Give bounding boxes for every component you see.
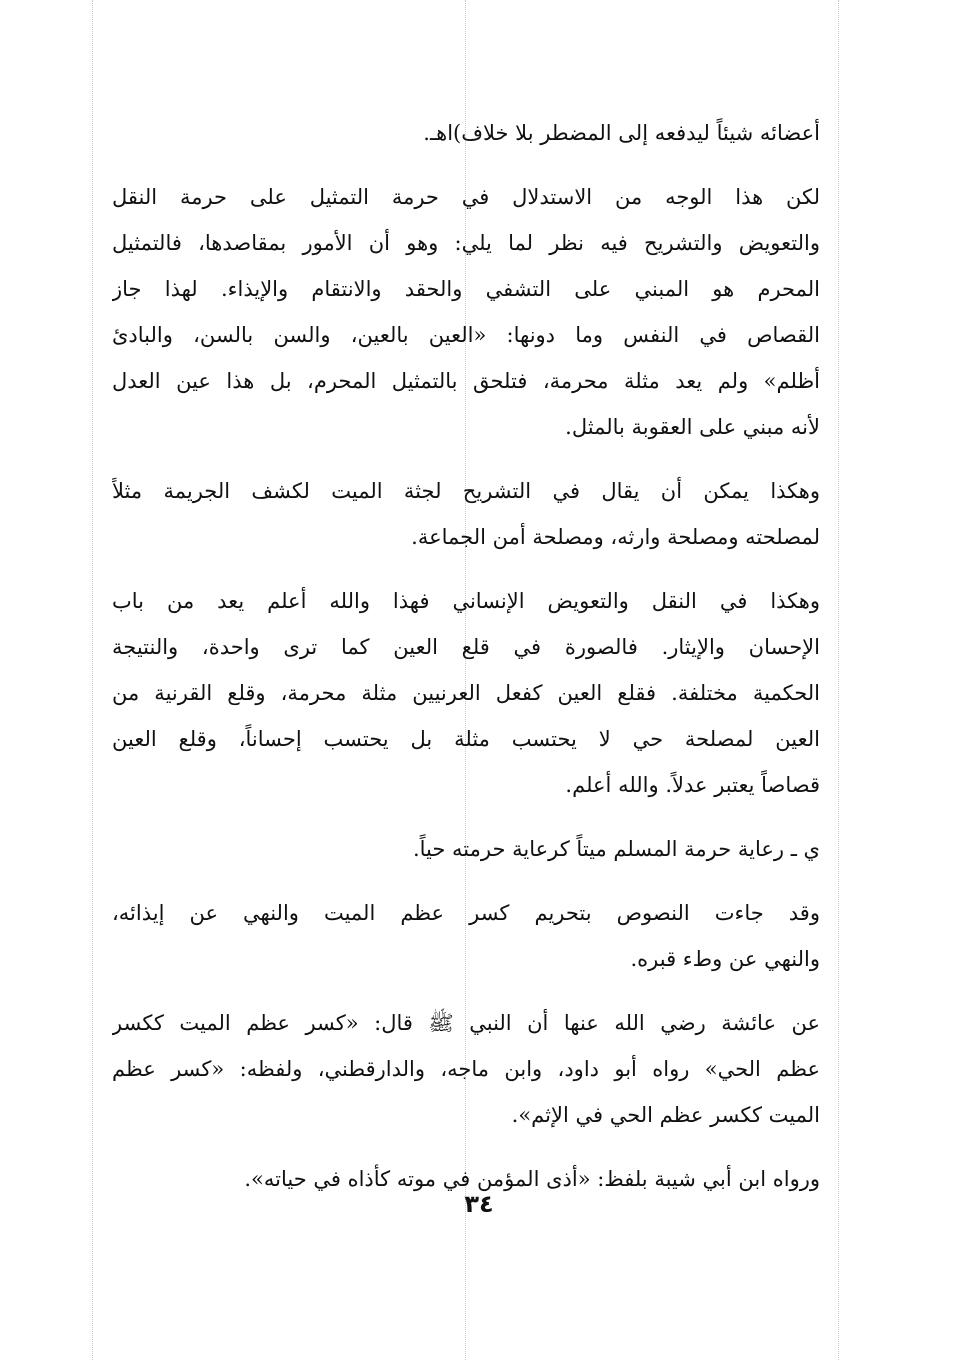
paragraph-gap xyxy=(112,808,820,826)
text-line: أظلم» ولم يعد مثلة محرمة، فتلحق بالتمثيل المحرم، بل هذا عين العدل xyxy=(112,369,820,393)
text-line: أعضائه شيئاً ليدفعه إلى المضطر بلا خلاف)اهـ. xyxy=(423,121,820,145)
text-line: القصاص في النفس وما دونها: «العين بالعين، والسن بالسن، والبادئ xyxy=(112,323,820,347)
paragraph-gap xyxy=(112,560,820,578)
paragraph-nusus xyxy=(112,890,820,982)
text-line: قصاصاً يعتبر عدلاً. والله أعلم. xyxy=(565,773,820,797)
body-text xyxy=(112,110,820,1202)
scan-guide-line xyxy=(92,0,93,1360)
text-line: عن عائشة رضي الله عنها أن النبي ﷺ قال: «كسر عظم الميت ككسر xyxy=(112,1011,820,1035)
text-line: عظم الحي» رواه أبو داود، وابن ماجه، والدارقطني، ولفظه: «كسر عظم xyxy=(112,1057,820,1081)
paragraph-quote-end xyxy=(112,110,820,156)
text-line: ورواه ابن أبي شيبة بلفظ: «أذى المؤمن في موته كأذاه في حياته». xyxy=(244,1167,820,1191)
text-line: لكن هذا الوجه من الاستدلال في حرمة التمثيل على حرمة النقل xyxy=(112,185,820,209)
text-line: وهكذا يمكن أن يقال في التشريح لجثة الميت لكشف الجريمة مثلاً xyxy=(112,479,820,503)
text-line: ي ـ رعاية حرمة المسلم ميتاً كرعاية حرمته حياً. xyxy=(412,837,820,861)
text-line: المحرم هو المبني على التشفي والحقد والانتقام والإيذاء. لهذا جاز xyxy=(112,277,820,301)
paragraph-hadith-aisha xyxy=(112,1000,820,1138)
text-line: والنهي عن وطء قبره. xyxy=(630,947,820,971)
text-line: العين لمصلحة حي لا يحتسب مثلة بل يحتسب إحساناً، وقلع العين xyxy=(112,727,820,751)
paragraph-gap xyxy=(112,1138,820,1156)
scan-guide-line xyxy=(838,0,839,1360)
paragraph-gap xyxy=(112,450,820,468)
text-line: وقد جاءت النصوص بتحريم كسر عظم الميت والنهي عن إيذائه، xyxy=(112,901,820,925)
text-line: والتعويض والتشريح فيه نظر لما يلي: وهو أن الأمور بمقاصدها، فالتمثيل xyxy=(112,231,820,255)
text-line: الإحسان والإيثار. فالصورة في قلع العين كما ترى واحدة، والنتيجة xyxy=(112,635,820,659)
text-line: لمصلحته ومصلحة وارثه، ومصلحة أمن الجماعة. xyxy=(411,525,820,549)
paragraph-naql xyxy=(112,578,820,808)
paragraph-gap xyxy=(112,872,820,890)
text-line: الحكمية مختلفة. فقلع العين كفعل العرنيين مثلة محرمة، وقلع القرنية من xyxy=(112,681,820,705)
section-heading-ya xyxy=(112,826,820,872)
paragraph-istidlal xyxy=(112,174,820,450)
paragraph-tashrih xyxy=(112,468,820,560)
page-number: ٣٤ xyxy=(464,1190,494,1218)
text-line: الميت ككسر عظم الحي في الإثم». xyxy=(511,1103,820,1127)
paragraph-gap xyxy=(112,156,820,174)
text-line: لأنه مبني على العقوبة بالمثل. xyxy=(565,415,820,439)
text-line: وهكذا في النقل والتعويض الإنساني فهذا والله أعلم يعد من باب xyxy=(112,589,820,613)
paragraph-gap xyxy=(112,982,820,1000)
